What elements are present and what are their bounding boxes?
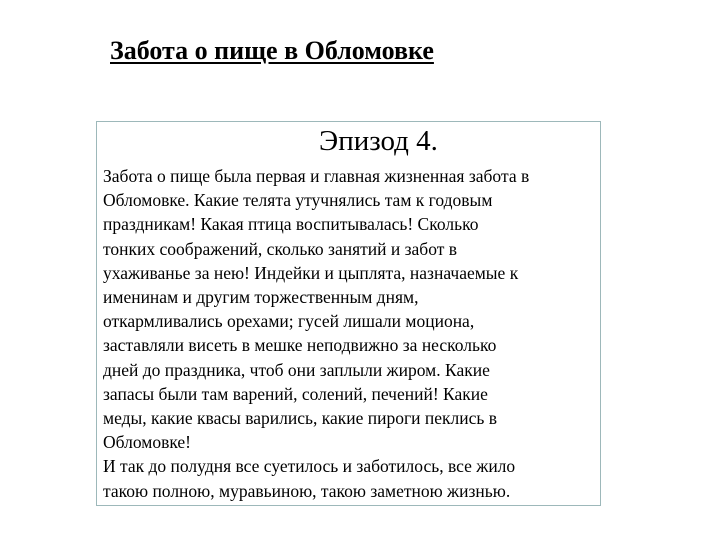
text-line: Забота о пище была первая и главная жизненная забота в xyxy=(103,166,530,186)
episode-heading: Эпизод 4. xyxy=(319,125,438,157)
text-line: заставляли висеть в мешке неподвижно за несколько xyxy=(103,335,497,356)
text-line: ухаживанье за нею! Индейки и цыплята, назначаемые к xyxy=(103,262,519,283)
slide-title: Забота о пище в Обломовке xyxy=(110,36,434,65)
text-line: тонких соображений, сколько занятий и забот в xyxy=(103,238,458,259)
text-line: именинам и другим торжественным дням, xyxy=(103,287,419,308)
text-line: меды, какие квасы варились, какие пироги пеклись в xyxy=(103,408,498,429)
text-line: Обломовке. Какие телята утучнялись там к годовым xyxy=(103,190,493,211)
text-line: Обломовке! xyxy=(103,432,192,453)
text-line: И так до полудня все суетилось и заботилось, все жило xyxy=(103,456,516,477)
text-line: откармливались орехами; гусей лишали моциона, xyxy=(103,311,475,332)
text-line: запасы были там варений, солений, печений! Какие xyxy=(103,383,488,404)
text-line: праздникам! Какая птица воспитывалась! Сколько xyxy=(103,214,479,235)
episode-body xyxy=(103,164,598,503)
episode-text-box xyxy=(96,121,601,506)
text-line: такою полною, муравьиною, такою заметною жизнью. xyxy=(103,480,511,501)
text-line: дней до праздника, чтоб они заплыли жиром. Какие xyxy=(103,359,490,380)
